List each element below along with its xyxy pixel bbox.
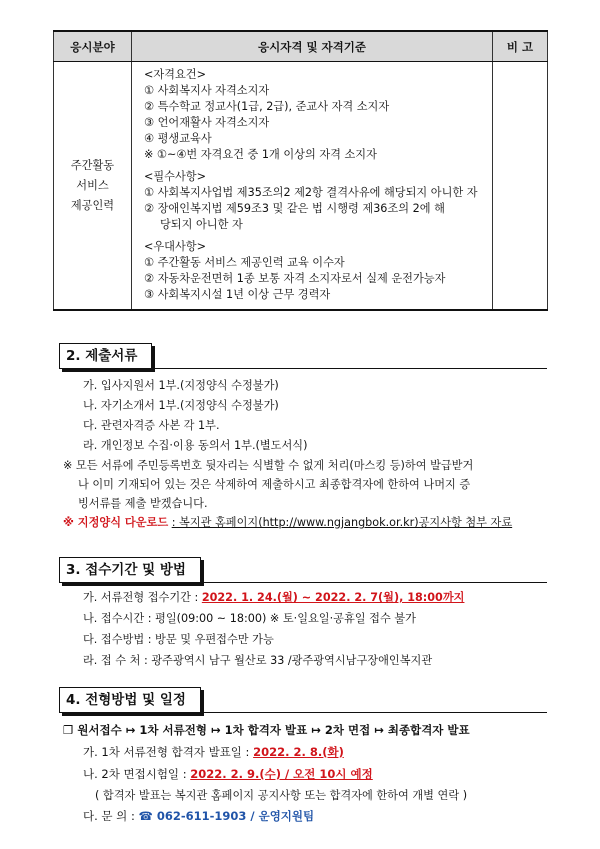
interview-line (83, 766, 373, 782)
requirement-item: ③ 언어재활사 자격소지자 (144, 116, 270, 129)
documents-item: 나. 자기소개서 1부.(지정양식 수정불가) (83, 399, 279, 412)
header-field: 응시분야 (54, 31, 132, 62)
preferred-item: ③ 사회복지시설 1년 이상 근무 경력자 (144, 288, 331, 301)
period-value: 2022. 1. 24.(월) ~ 2022. 2. 7(월), 18:00까지 (201, 591, 465, 604)
interview-label: 나. 2차 면접시험일 : (83, 767, 191, 781)
section-2-rule (59, 368, 547, 369)
group-title-requirements: <자격요건> (144, 68, 206, 81)
mandatory-item: ① 사회복지사업법 제35조의2 제2항 결격사유에 해당되지 아니한 자 (144, 186, 478, 199)
group-title-preferred: <우대사항> (144, 240, 206, 253)
mandatory-item: ② 장애인복지법 제59조3 및 같은 법 시행령 제36조의 2에 해 (144, 202, 445, 215)
field-cell (54, 62, 132, 311)
field-line: 제공인력 (70, 198, 115, 212)
documents-item: 다. 관련자격증 사본 각 1부. (83, 419, 220, 432)
qualification-table (53, 30, 548, 311)
contact-label: 다. 문 의 : (83, 809, 139, 823)
download-line (63, 515, 512, 531)
field-line: 서비스 (76, 178, 109, 192)
requirement-item: ④ 평생교육사 (144, 132, 212, 145)
requirement-item: ① 사회복지사 자격소지자 (144, 84, 270, 97)
section-2-title: 2. 제출서류 (59, 343, 152, 369)
section-4-rule (59, 712, 547, 713)
note-cell (493, 62, 548, 311)
documents-note: 나 이미 기재되어 있는 것은 삭제하여 제출하시고 최종합격자에 한하여 나머지 증 (78, 478, 471, 491)
group-title-mandatory: <필수사항> (144, 170, 206, 183)
announcement-notice: ( 합격자 발표는 복지관 홈페이지 공지사항 또는 합격자에 한하여 개별 연락 ) (95, 789, 468, 802)
table-row (54, 62, 548, 311)
download-label: ※ 지정양식 다운로드 (63, 516, 169, 529)
documents-item: 가. 입사지원서 1부.(지정양식 수정불가) (83, 379, 279, 392)
hours-line: 나. 접수시간 : 평일(09:00 ~ 18:00) ※ 토·일요일·공휴일 접수 불가 (83, 612, 416, 625)
field-line: 주간활동 (70, 158, 115, 172)
section-4-title: 4. 전형방법 및 일정 (59, 687, 201, 713)
table-header-row (54, 31, 548, 62)
download-link[interactable]: : 복지관 홈페이지(http://www.ngjangbok.or.kr)공지사항 첨부 자료 (171, 516, 513, 529)
requirement-item: ② 특수학교 정교사(1급, 2급), 준교사 자격 소지자 (144, 100, 390, 113)
documents-note: 빙서류를 제출 받겠습니다. (78, 497, 208, 510)
first-announcement-date: 2022. 2. 8.(화) (253, 745, 344, 759)
documents-item: 라. 개인정보 수집·이용 동의서 1부.(별도서식) (83, 439, 308, 452)
interview-date: 2022. 2. 9.(수) / 오전 10시 예정 (190, 767, 373, 781)
header-note: 비 고 (493, 31, 548, 62)
section-3-title: 3. 접수기간 및 방법 (59, 557, 201, 583)
preferred-item: ① 주간활동 서비스 제공인력 교육 이수자 (144, 256, 345, 269)
requirement-note: ※ ①~④번 자격요건 중 1개 이상의 자격 소지자 (144, 148, 377, 161)
preferred-item: ② 자동차운전면허 1종 보통 자격 소지자로서 실제 운전가능자 (144, 272, 446, 285)
period-line (83, 590, 464, 606)
first-announcement-line (83, 744, 344, 760)
period-label: 가. 서류전형 접수기간 : (83, 591, 202, 604)
documents-note: ※ 모든 서류에 주민등록번호 뒷자리는 식별할 수 없게 처리(마스킹 등)하여 발급받거 (63, 459, 474, 472)
section-3-rule (59, 582, 547, 583)
qualification-cell (132, 62, 493, 311)
method-line: 다. 접수방법 : 방문 및 우편접수만 가능 (83, 633, 274, 646)
contact-line (83, 808, 314, 824)
mandatory-item-continued: 당되지 아니한 자 (160, 218, 243, 231)
first-announcement-label: 가. 1차 서류전형 합격자 발표일 : (83, 745, 254, 759)
header-qualification: 응시자격 및 자격기준 (132, 31, 493, 62)
place-line: 라. 접 수 처 : 광주광역시 남구 월산로 33 /광주광역시남구장애인복지관 (83, 654, 433, 667)
contact-value: ☎ 062-611-1903 / 운영지원팀 (138, 809, 315, 823)
selection-flow: ❐ 원서접수 ↦ 1차 서류전형 ↦ 1차 합격자 발표 ↦ 2차 면접 ↦ 최종합격자 발표 (63, 723, 470, 737)
